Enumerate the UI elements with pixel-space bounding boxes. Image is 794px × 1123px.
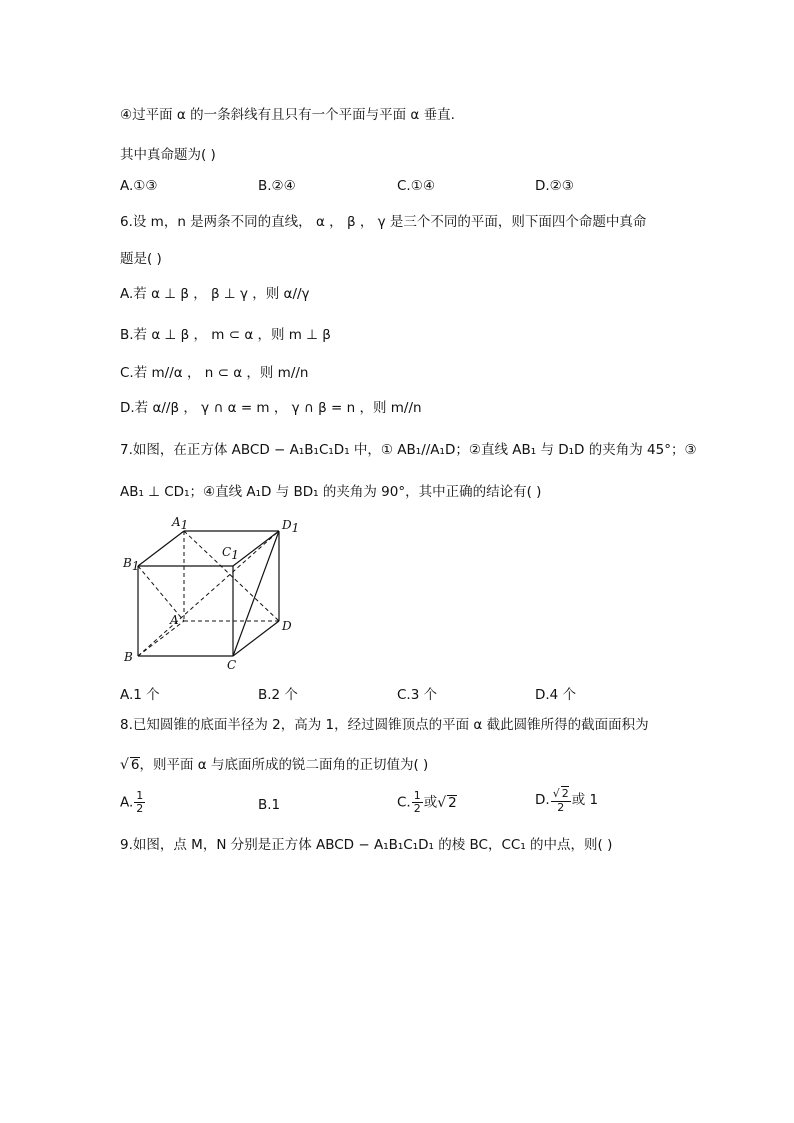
label-a: A <box>170 613 179 627</box>
q6-line-1: 6.设 m，n 是两条不同的直线， α ， β ， γ 是三个不同的平面，则下面四个命题中真命 <box>120 214 647 230</box>
label-c1: C1 <box>222 545 239 562</box>
q5-option-a: A.①③ <box>120 178 158 194</box>
q7-line-2: AB₁ ⊥ CD₁；④直线 A₁D 与 BD₁ 的夹角为 90°，其中正确的结论有( ) <box>120 484 542 500</box>
q7-option-c: C.3 个 <box>397 687 438 703</box>
q6-option-d: D.若 α//β ， γ ∩ α = m ， γ ∩ β = n ，则 m//n <box>120 400 422 416</box>
q5-option-b: B.②④ <box>258 178 296 194</box>
q7-option-a: A.1 个 <box>120 687 160 703</box>
q6-option-a: A.若 α ⊥ β ， β ⊥ γ ，则 α//γ <box>120 286 310 302</box>
label-b: B <box>124 650 133 664</box>
label-a1: A1 <box>172 515 189 532</box>
q5-option-c: C.①④ <box>397 178 435 194</box>
q6-option-c: C.若 m//α ， n ⊂ α ，则 m//n <box>120 365 309 381</box>
q9-line-1: 9.如图，点 M，N 分别是正方体 ABCD − A₁B₁C₁D₁ 的棱 BC，CC₁ 的中点，则( ) <box>120 837 613 853</box>
q7-line-1: 7.如图，在正方体 ABCD − A₁B₁C₁D₁ 中，① AB₁//A₁D；②直线 AB₁ 与 D₁D 的夹角为 45°；③ <box>120 442 697 458</box>
q8-option-c: C. $\frac{1}{2}$ 或√ 2 <box>397 789 457 815</box>
q7-option-d: D.4 个 <box>535 687 577 703</box>
label-c: C <box>227 658 237 672</box>
q5-statement-4: ④过平面 α 的一条斜线有且只有一个平面与平面 α 垂直. <box>120 107 455 123</box>
label-b1: B1 <box>123 556 140 573</box>
label-d1: D1 <box>282 518 300 535</box>
q5-option-d: D.②③ <box>535 178 574 194</box>
label-d: D <box>282 619 292 633</box>
q8-option-d: D. $\frac{√ 2}{2}$ 或 1 <box>535 787 599 814</box>
q7-option-b: B.2 个 <box>258 687 298 703</box>
q6-option-b: B.若 α ⊥ β ， m ⊂ α ，则 m ⊥ β <box>120 327 331 343</box>
q8-option-b: B.1 <box>258 797 281 813</box>
q8-line-2: √ 6，则平面 α 与底面所成的锐二面角的正切值为( ) <box>120 757 429 773</box>
q5-prompt: 其中真命题为( ) <box>120 147 216 163</box>
q8-sqrt-6: 6 <box>130 757 140 773</box>
cube-figure <box>118 512 308 672</box>
q8-option-a: A. $\frac{1}{2}$ <box>120 789 144 815</box>
q8-line-1: 8.已知圆锥的底面半径为 2，高为 1，经过圆锥顶点的平面 α 截此圆锥所得的截面面积为 <box>120 717 649 733</box>
q6-line-2: 题是( ) <box>120 251 162 267</box>
